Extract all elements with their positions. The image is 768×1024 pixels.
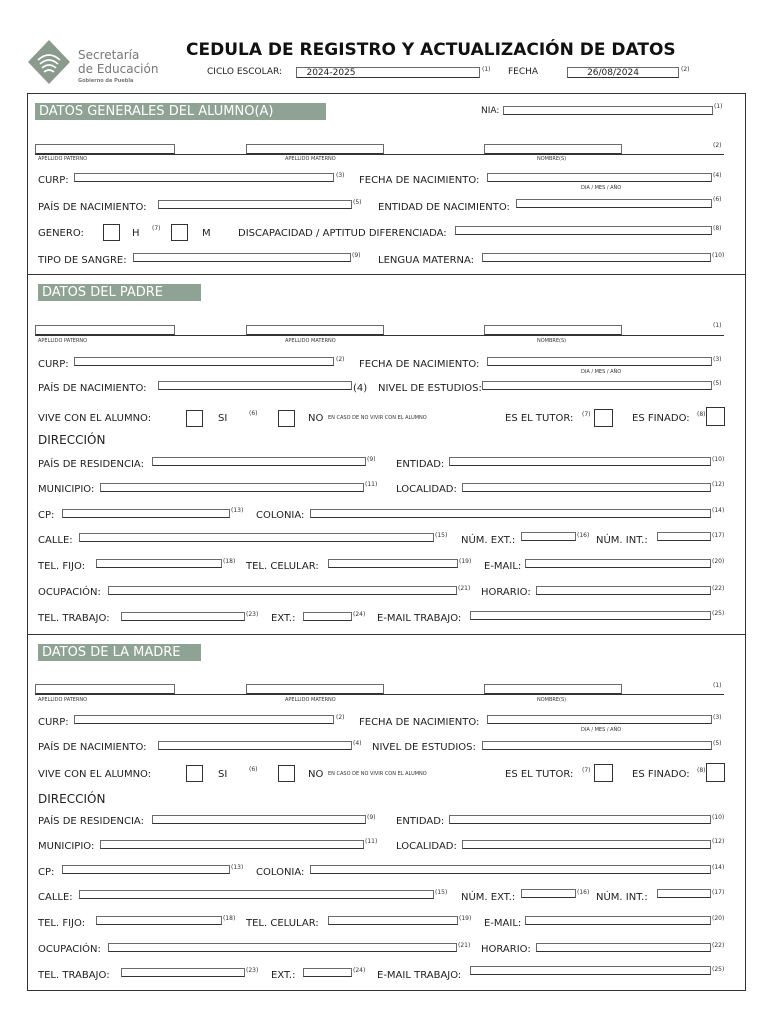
madre-nombres-caption: NOMBRE(S): [537, 697, 567, 703]
padre-finado-checkbox[interactable]: [706, 407, 725, 426]
madre-email-label: E-MAIL:: [484, 918, 522, 929]
logo-line-2: de Educación: [78, 62, 159, 76]
madre-tutor-ref: (7): [582, 767, 591, 774]
padre-email-trabajo-ref: (25): [712, 610, 725, 617]
fecha-ref: (2): [681, 66, 690, 73]
madre-pais-nac-label: PAÍS DE NACIMIENTO:: [38, 742, 147, 753]
padre-fecha-nac-caption: DIA / MES / AÑO: [581, 369, 622, 375]
entidad-nac-field[interactable]: [516, 199, 712, 208]
padre-residencia-field[interactable]: [152, 457, 366, 466]
apellido-paterno-caption: APELLIDO PATERNO: [38, 156, 88, 162]
fecha-nac-caption: DIA / MES / AÑO: [581, 185, 622, 191]
madre-fecha-nac-label: FECHA DE NACIMIENTO:: [359, 717, 480, 728]
padre-colonia-ref: (14): [712, 507, 725, 514]
curp-field[interactable]: [74, 173, 334, 182]
padre-vive-si-label: SI: [218, 413, 228, 424]
padre-tutor-label: ES EL TUTOR:: [505, 413, 574, 424]
padre-email-label: E-MAIL:: [484, 561, 522, 572]
madre-name-underline: [35, 694, 724, 695]
madre-tel-fijo-label: TEL. FIJO:: [38, 918, 86, 929]
nombres-caption: NOMBRE(S): [537, 156, 567, 162]
padre-apellido-materno-caption: APELLIDO MATERNO: [285, 338, 336, 344]
padre-nivel-field[interactable]: [482, 381, 712, 390]
padre-cp-ref: (13): [231, 507, 244, 514]
ciclo-label: CICLO ESCOLAR:: [207, 67, 283, 77]
madre-tutor-checkbox[interactable]: [594, 764, 613, 782]
madre-colonia-field[interactable]: [310, 865, 711, 874]
madre-tel-trabajo-field[interactable]: [121, 968, 245, 977]
madre-vive-label: VIVE CON EL ALUMNO:: [38, 769, 152, 780]
madre-calle-ref: (15): [435, 889, 448, 896]
curp-ref: (3): [336, 172, 345, 179]
madre-tel-cel-ref: (19): [459, 915, 472, 922]
padre-vive-no-label: NO: [308, 413, 324, 424]
discapacidad-field[interactable]: [455, 226, 712, 235]
madre-vive-si-label: SI: [218, 769, 228, 780]
madre-fecha-nac-field[interactable]: [487, 715, 712, 724]
madre-email-trabajo-field[interactable]: [470, 966, 711, 975]
madre-apellido-materno-caption: APELLIDO MATERNO: [285, 697, 336, 703]
padre-finado-label: ES FINADO:: [632, 413, 690, 424]
madre-entidad-ref: (10): [712, 814, 725, 821]
madre-ext-field[interactable]: [303, 968, 352, 977]
madre-ext-label: EXT.:: [271, 970, 296, 981]
madre-municipio-label: MUNICIPIO:: [38, 841, 95, 852]
ciclo-value: 2024-2025: [306, 68, 356, 78]
madre-tel-cel-field[interactable]: [328, 916, 458, 925]
padre-horario-ref: (22): [712, 585, 725, 592]
madre-curp-label: CURP:: [38, 717, 69, 728]
padre-entidad-label: ENTIDAD:: [396, 459, 445, 470]
padre-email-trabajo-field[interactable]: [470, 611, 711, 620]
padre-apellido-paterno-caption: APELLIDO PATERNO: [38, 338, 88, 344]
sangre-ref: (9): [352, 252, 361, 259]
padre-num-ext-ref: (16): [577, 532, 590, 539]
madre-entidad-field[interactable]: [449, 815, 711, 824]
lengua-label: LENGUA MATERNA:: [378, 255, 475, 266]
banner-alumno: DATOS GENERALES DEL ALUMNO(A): [35, 103, 326, 120]
madre-tel-fijo-field[interactable]: [96, 916, 222, 925]
padre-vive-label: VIVE CON EL ALUMNO:: [38, 413, 152, 424]
padre-colonia-label: COLONIA:: [256, 510, 305, 521]
nombres-field[interactable]: [484, 144, 622, 154]
padre-nombre-ref: (1): [713, 322, 722, 329]
padre-tel-cel-label: TEL. CELULAR:: [246, 561, 319, 572]
madre-email-field[interactable]: [525, 916, 711, 925]
madre-pais-nac-field[interactable]: [158, 741, 352, 750]
padre-tel-cel-field[interactable]: [328, 559, 458, 568]
madre-ocupacion-ref: (21): [458, 942, 471, 949]
madre-horario-ref: (22): [712, 942, 725, 949]
madre-vive-si-checkbox[interactable]: [186, 765, 203, 782]
padre-curp-label: CURP:: [38, 359, 69, 370]
padre-email-field[interactable]: [525, 559, 711, 568]
nia-field[interactable]: [503, 106, 713, 115]
padre-ext-label: EXT.:: [271, 613, 296, 624]
education-seal-icon: [26, 38, 72, 88]
madre-fecha-nac-caption: DIA / MES / AÑO: [581, 727, 622, 733]
padre-municipio-label: MUNICIPIO:: [38, 484, 95, 495]
padre-pais-nac-field[interactable]: [158, 381, 352, 390]
pais-nac-ref: (5): [353, 199, 362, 206]
padre-email-ref: (20): [712, 558, 725, 565]
genero-label: GENERO:: [38, 228, 84, 239]
padre-fecha-nac-ref: (3): [713, 356, 722, 363]
padre-localidad-label: LOCALIDAD:: [396, 484, 457, 495]
padre-fecha-nac-label: FECHA DE NACIMIENTO:: [359, 359, 480, 370]
padre-entidad-field[interactable]: [449, 457, 711, 466]
padre-tel-trabajo-label: TEL. TRABAJO:: [38, 613, 110, 624]
padre-apellido-paterno-field[interactable]: [35, 325, 175, 335]
padre-horario-label: HORARIO:: [481, 587, 531, 598]
apellido-paterno-field[interactable]: [35, 144, 175, 154]
madre-municipio-ref: (11): [365, 838, 378, 845]
padre-num-ext-label: NÚM. EXT.:: [461, 535, 516, 546]
apellido-materno-field[interactable]: [246, 144, 384, 154]
madre-num-int-field[interactable]: [657, 889, 711, 898]
padre-tel-trabajo-field[interactable]: [121, 612, 245, 621]
padre-municipio-ref: (11): [365, 481, 378, 488]
padre-calle-ref: (15): [435, 532, 448, 539]
entidad-nac-label: ENTIDAD DE NACIMIENTO:: [378, 202, 510, 213]
madre-calle-field[interactable]: [79, 890, 434, 899]
padre-no-vive-nota: EN CASO DE NO VIVIR CON EL ALUMNO: [328, 415, 427, 421]
lengua-ref: (10): [712, 252, 725, 259]
madre-nombre-ref: (1): [713, 682, 722, 689]
padre-email-trabajo-label: E-MAIL TRABAJO:: [377, 613, 462, 624]
madre-no-vive-nota: EN CASO DE NO VIVIR CON EL ALUMNO: [328, 771, 427, 777]
entidad-nac-ref: (6): [713, 196, 722, 203]
madre-curp-ref: (2): [336, 714, 345, 721]
sangre-field[interactable]: [133, 253, 351, 262]
madre-localidad-ref: (12): [712, 838, 725, 845]
nombre-ref: (2): [713, 142, 722, 149]
fecha-value: 26/08/2024: [587, 68, 639, 78]
padre-tel-fijo-field[interactable]: [96, 559, 222, 568]
lengua-field[interactable]: [482, 253, 711, 262]
madre-tel-cel-label: TEL. CELULAR:: [246, 918, 319, 929]
padre-calle-label: CALLE:: [38, 535, 73, 546]
madre-ocupacion-label: OCUPACIÓN:: [38, 944, 101, 955]
padre-nombres-field[interactable]: [484, 325, 622, 335]
madre-nombres-field[interactable]: [484, 684, 622, 694]
logo-line-1: Secretaría: [78, 48, 140, 62]
padre-vive-ref: (6): [249, 410, 258, 417]
padre-tel-fijo-ref: (18): [223, 558, 236, 565]
madre-cp-field[interactable]: [62, 865, 230, 874]
madre-num-ext-field[interactable]: [521, 889, 576, 898]
padre-num-ext-field[interactable]: [521, 532, 576, 541]
discapacidad-ref: (8): [713, 225, 722, 232]
madre-colonia-label: COLONIA:: [256, 867, 305, 878]
fecha-nac-label: FECHA DE NACIMIENTO:: [359, 175, 480, 186]
madre-cp-ref: (13): [231, 864, 244, 871]
madre-apellido-paterno-caption: APELLIDO PATERNO: [38, 697, 88, 703]
padre-pais-nac-ref: (4): [353, 383, 368, 394]
padre-apellido-materno-field[interactable]: [246, 325, 384, 335]
madre-email-ref: (20): [712, 915, 725, 922]
padre-curp-ref: (2): [336, 356, 345, 363]
banner-padre: DATOS DEL PADRE: [38, 284, 201, 301]
madre-num-ext-label: NÚM. EXT.:: [461, 892, 516, 903]
padre-ocupacion-ref: (21): [458, 585, 471, 592]
madre-residencia-field[interactable]: [152, 815, 366, 824]
madre-residencia-label: PAÍS DE RESIDENCIA:: [38, 816, 144, 827]
madre-ocupacion-field[interactable]: [108, 943, 457, 952]
padre-residencia-label: PAÍS DE RESIDENCIA:: [38, 459, 144, 470]
fecha-nac-ref: (4): [713, 172, 722, 179]
padre-cp-label: CP:: [38, 510, 55, 521]
logo: [26, 38, 161, 90]
padre-num-int-label: NÚM. INT.:: [596, 535, 648, 546]
padre-num-int-ref: (17): [712, 532, 725, 539]
madre-ext-ref: (24): [353, 967, 366, 974]
madre-num-ext-ref: (16): [577, 889, 590, 896]
padre-direccion-heading: DIRECCIÓN: [38, 433, 106, 447]
madre-vive-no-label: NO: [308, 769, 324, 780]
madre-finado-label: ES FINADO:: [632, 769, 690, 780]
madre-tel-trabajo-ref: (23): [246, 967, 259, 974]
nia-ref: (1): [714, 103, 723, 110]
madre-vive-no-checkbox[interactable]: [278, 765, 295, 782]
genero-m-label: M: [202, 228, 211, 239]
padre-pais-nac-label: PAÍS DE NACIMIENTO:: [38, 383, 147, 394]
padre-curp-field[interactable]: [74, 357, 334, 366]
madre-num-int-label: NÚM. INT.:: [596, 892, 648, 903]
padre-residencia-ref: (9): [367, 456, 376, 463]
genero-ref: (7): [152, 225, 161, 232]
padre-tel-cel-ref: (19): [459, 558, 472, 565]
fecha-label: FECHA: [508, 67, 539, 77]
madre-finado-checkbox[interactable]: [706, 763, 725, 782]
madre-tel-fijo-ref: (18): [223, 915, 236, 922]
padre-entidad-ref: (10): [712, 456, 725, 463]
madre-apellido-paterno-field[interactable]: [35, 684, 175, 694]
madre-tel-trabajo-label: TEL. TRABAJO:: [38, 970, 110, 981]
padre-horario-field[interactable]: [536, 586, 711, 595]
madre-vive-ref: (6): [249, 766, 258, 773]
padre-ext-ref: (24): [353, 611, 366, 618]
padre-nombres-caption: NOMBRE(S): [537, 338, 567, 344]
banner-madre: DATOS DE LA MADRE: [38, 644, 201, 661]
padre-vive-si-checkbox[interactable]: [186, 410, 203, 427]
madre-cp-label: CP:: [38, 867, 55, 878]
madre-calle-label: CALLE:: [38, 892, 73, 903]
padre-calle-field[interactable]: [79, 533, 434, 542]
padre-vive-no-checkbox[interactable]: [278, 410, 295, 427]
madre-email-trabajo-ref: (25): [712, 966, 725, 973]
sangre-label: TIPO DE SANGRE:: [38, 255, 127, 266]
name-underline: [35, 154, 724, 155]
padre-fecha-nac-field[interactable]: [487, 357, 712, 366]
madre-apellido-materno-field[interactable]: [246, 684, 384, 694]
discapacidad-label: DISCAPACIDAD / APTITUD DIFERENCIADA:: [238, 228, 447, 239]
curp-label: CURP:: [38, 175, 69, 186]
padre-municipio-field[interactable]: [100, 483, 364, 492]
padre-nivel-ref: (5): [713, 380, 722, 387]
padre-colonia-field[interactable]: [310, 509, 711, 518]
apellido-materno-caption: APELLIDO MATERNO: [285, 156, 336, 162]
madre-curp-field[interactable]: [74, 715, 334, 724]
padre-tel-fijo-label: TEL. FIJO:: [38, 561, 86, 572]
madre-num-int-ref: (17): [712, 889, 725, 896]
page-title: CEDULA DE REGISTRO Y ACTUALIZACIÓN DE DATOS: [186, 40, 676, 60]
padre-tutor-ref: (7): [582, 411, 591, 418]
madre-email-trabajo-label: E-MAIL TRABAJO:: [377, 970, 462, 981]
madre-localidad-label: LOCALIDAD:: [396, 841, 457, 852]
ciclo-ref: (1): [482, 66, 491, 73]
fecha-nac-field[interactable]: [487, 173, 712, 182]
pais-nac-label: PAÍS DE NACIMIENTO:: [38, 202, 147, 213]
madre-residencia-ref: (9): [367, 814, 376, 821]
padre-ext-field[interactable]: [303, 612, 352, 621]
padre-num-int-field[interactable]: [657, 532, 711, 541]
padre-ocupacion-field[interactable]: [108, 586, 457, 595]
padre-nivel-label: NIVEL DE ESTUDIOS:: [378, 383, 482, 394]
padre-finado-ref: (8): [697, 411, 706, 418]
nia-label: NIA:: [481, 106, 500, 116]
madre-pais-nac-ref: (4): [353, 740, 362, 747]
madre-horario-label: HORARIO:: [481, 944, 531, 955]
padre-localidad-ref: (12): [712, 481, 725, 488]
madre-fecha-nac-ref: (3): [713, 714, 722, 721]
madre-municipio-field[interactable]: [100, 840, 364, 849]
logo-line-3: Gobierno de Puebla: [78, 78, 134, 84]
padre-name-underline: [35, 335, 724, 336]
madre-nivel-ref: (5): [713, 740, 722, 747]
padre-ocupacion-label: OCUPACIÓN:: [38, 587, 101, 598]
padre-tel-trabajo-ref: (23): [246, 611, 259, 618]
madre-direccion-heading: DIRECCIÓN: [38, 792, 106, 806]
madre-localidad-field[interactable]: [462, 840, 711, 849]
padre-cp-field[interactable]: [62, 509, 230, 518]
pais-nac-field[interactable]: [158, 200, 352, 209]
madre-nivel-field[interactable]: [482, 741, 712, 750]
madre-entidad-label: ENTIDAD:: [396, 816, 445, 827]
madre-nivel-label: NIVEL DE ESTUDIOS:: [372, 742, 476, 753]
padre-localidad-field[interactable]: [462, 483, 711, 492]
genero-h-label: H: [132, 228, 140, 239]
madre-colonia-ref: (14): [712, 864, 725, 871]
madre-finado-ref: (8): [697, 767, 706, 774]
genero-h-checkbox[interactable]: [103, 224, 120, 241]
padre-tutor-checkbox[interactable]: [594, 409, 613, 427]
madre-tutor-label: ES EL TUTOR:: [505, 769, 574, 780]
madre-horario-field[interactable]: [536, 943, 711, 952]
genero-m-checkbox[interactable]: [171, 224, 188, 241]
